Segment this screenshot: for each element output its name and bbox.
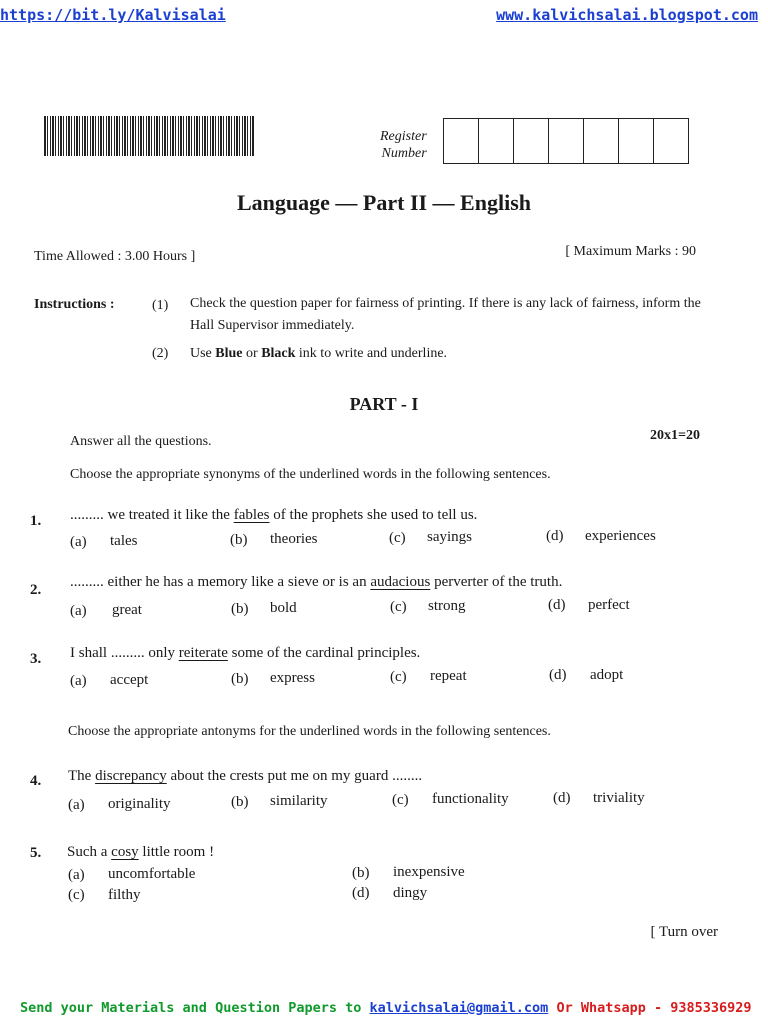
directive-synonyms: Choose the appropriate synonyms of the underlined words in the following sentences. bbox=[70, 467, 551, 482]
underlined-word: cosy bbox=[111, 844, 139, 860]
option-label: (b) bbox=[231, 671, 249, 687]
register-box bbox=[654, 119, 688, 163]
instruction-emphasis: Blue bbox=[215, 346, 243, 361]
question-number: 4. bbox=[30, 773, 42, 789]
option-text: sayings bbox=[427, 529, 472, 545]
option-label: (d) bbox=[546, 528, 564, 544]
register-box bbox=[514, 119, 549, 163]
option-label: (d) bbox=[549, 667, 567, 683]
option-text: theories bbox=[270, 531, 318, 547]
option-label: (c) bbox=[390, 669, 407, 685]
underlined-word: audacious bbox=[370, 574, 431, 590]
instruction-text bbox=[190, 343, 447, 365]
question-text-part: of the prophets she used to tell us. bbox=[269, 507, 478, 523]
option-text: strong bbox=[428, 598, 466, 614]
instruction-text-part: Use bbox=[190, 346, 216, 361]
option-text: inexpensive bbox=[393, 864, 465, 880]
question-text-part: about the crests put me on my guard ........ bbox=[166, 768, 423, 784]
option-label: (c) bbox=[389, 530, 406, 546]
part-title: PART - I bbox=[349, 394, 419, 414]
register-box bbox=[479, 119, 514, 163]
header-link-bitly[interactable]: https://bit.ly/Kalvisalai bbox=[0, 6, 226, 24]
register-box bbox=[444, 119, 479, 163]
turn-over-note: [ Turn over bbox=[650, 924, 718, 940]
question-text-part: Such a bbox=[67, 844, 112, 860]
option-label: (a) bbox=[70, 603, 87, 619]
option-label: (a) bbox=[68, 797, 85, 813]
option-text: filthy bbox=[108, 887, 141, 903]
instruction-text: Check the question paper for fairness of printing. If there is any lack of fairness, inform the Hall Supervisor immediately. bbox=[190, 296, 701, 333]
register-box bbox=[619, 119, 654, 163]
instruction-number: (1) bbox=[152, 298, 169, 313]
instruction-text-part: or bbox=[242, 346, 262, 361]
option-label: (a) bbox=[70, 534, 87, 550]
option-label: (d) bbox=[553, 790, 571, 806]
option-label: (c) bbox=[390, 599, 407, 615]
header-link-blog[interactable]: www.kalvichsalai.blogspot.com bbox=[496, 6, 758, 24]
question-number: 2. bbox=[30, 582, 42, 598]
register-number-label bbox=[380, 128, 427, 162]
option-text: experiences bbox=[585, 528, 656, 544]
directive-antonyms: Choose the appropriate antonyms for the underlined words in the following sentences. bbox=[68, 724, 551, 739]
option-text: repeat bbox=[430, 668, 467, 684]
register-label-line1: Register bbox=[380, 129, 427, 144]
option-label: (a) bbox=[70, 673, 87, 689]
option-text: triviality bbox=[593, 790, 645, 806]
question-text-part: The bbox=[68, 768, 96, 784]
footer-whatsapp: Or Whatsapp - 9385336929 bbox=[548, 1000, 752, 1016]
option-label: (d) bbox=[352, 885, 370, 901]
footer-email-link[interactable]: kalvichsalai@gmail.com bbox=[369, 1000, 549, 1016]
register-box bbox=[584, 119, 619, 163]
option-label: (c) bbox=[68, 887, 85, 903]
underlined-word: discrepancy bbox=[95, 768, 167, 784]
option-label: (c) bbox=[392, 792, 409, 808]
question-text bbox=[67, 844, 214, 861]
option-label: (b) bbox=[352, 865, 370, 881]
option-text: express bbox=[270, 670, 315, 686]
instruction-emphasis: Black bbox=[261, 346, 296, 361]
marks-scheme: 20x1=20 bbox=[650, 428, 700, 443]
question-text bbox=[70, 507, 477, 524]
instruction-number: (2) bbox=[152, 346, 169, 361]
question-text-part: perverter of the truth. bbox=[430, 574, 563, 590]
option-text: originality bbox=[108, 796, 171, 812]
question-text-part: ......... we treated it like the bbox=[70, 507, 234, 523]
footer-banner bbox=[20, 1000, 752, 1016]
question-text bbox=[68, 768, 422, 785]
barcode bbox=[44, 116, 254, 156]
option-text: perfect bbox=[588, 597, 630, 613]
question-text-part: little room ! bbox=[138, 844, 215, 860]
option-text: accept bbox=[110, 672, 149, 688]
option-label: (b) bbox=[231, 794, 249, 810]
underlined-word: reiterate bbox=[178, 645, 228, 661]
question-text bbox=[70, 574, 562, 591]
question-text-part: some of the cardinal principles. bbox=[227, 645, 421, 661]
option-text: bold bbox=[270, 600, 297, 616]
option-label: (b) bbox=[230, 532, 248, 548]
question-text bbox=[70, 645, 420, 662]
option-text: tales bbox=[110, 533, 138, 549]
question-text-part: I shall ......... only bbox=[70, 645, 179, 661]
option-text: great bbox=[112, 602, 142, 618]
underlined-word: fables bbox=[233, 507, 270, 523]
instruction-text-part: ink to write and underline. bbox=[295, 346, 448, 361]
option-text: adopt bbox=[590, 667, 624, 683]
option-label: (d) bbox=[548, 597, 566, 613]
option-text: dingy bbox=[393, 885, 428, 901]
answer-all-note: Answer all the questions. bbox=[70, 434, 212, 449]
paper-title: Language — Part II — English bbox=[237, 190, 531, 215]
option-text: functionality bbox=[432, 791, 509, 807]
option-label: (b) bbox=[231, 601, 249, 617]
option-text: uncomfortable bbox=[108, 866, 196, 882]
option-text: similarity bbox=[270, 793, 328, 809]
question-number: 5. bbox=[30, 845, 42, 861]
register-number-boxes bbox=[443, 118, 689, 164]
question-number: 1. bbox=[30, 513, 42, 529]
register-box bbox=[549, 119, 584, 163]
footer-prefix: Send your Materials and Question Papers to bbox=[20, 1000, 370, 1016]
instructions-label: Instructions : bbox=[34, 297, 115, 312]
question-text-part: ......... either he has a memory like a sieve or is an bbox=[70, 574, 371, 590]
question-number: 3. bbox=[30, 651, 42, 667]
time-allowed: Time Allowed : 3.00 Hours ] bbox=[34, 249, 196, 264]
register-label-line2: Number bbox=[381, 146, 427, 161]
maximum-marks: [ Maximum Marks : 90 bbox=[565, 244, 696, 259]
option-label: (a) bbox=[68, 867, 85, 883]
